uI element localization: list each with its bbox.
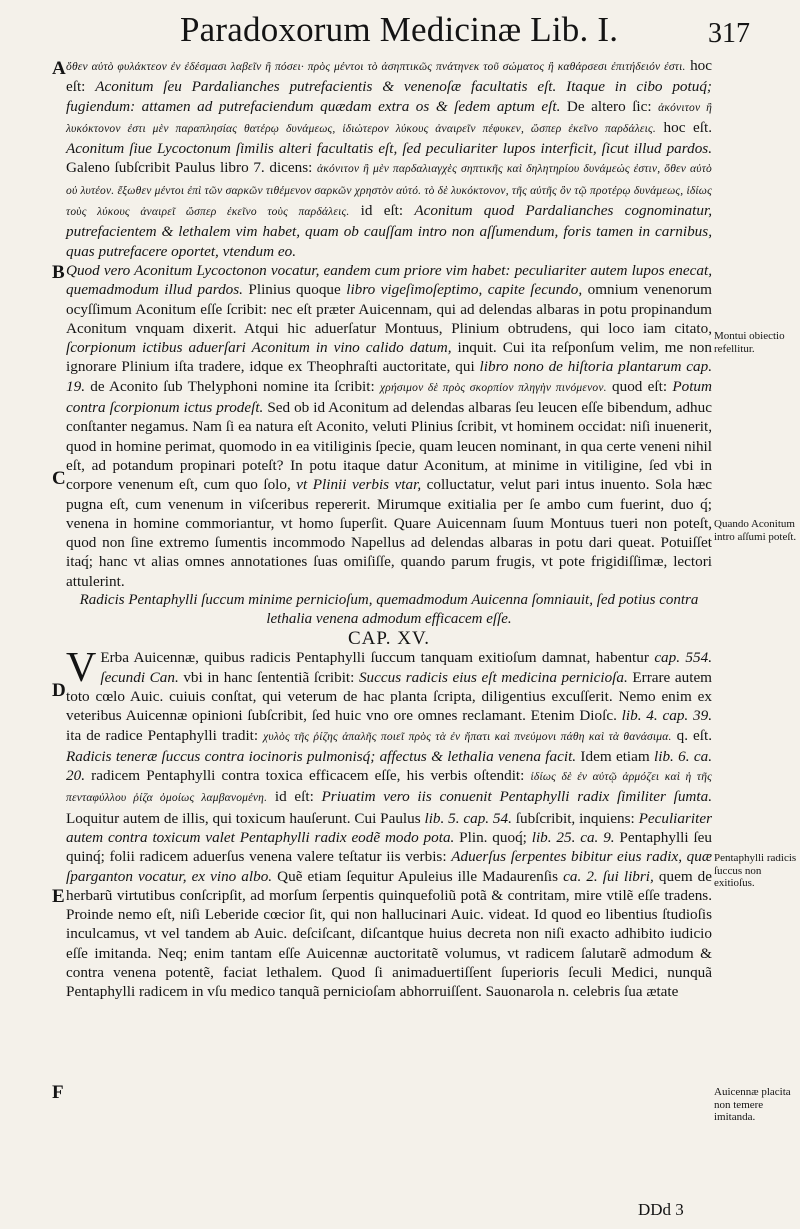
section-letter-f: F xyxy=(52,1082,64,1103)
text-run: hoc eſt: xyxy=(66,57,712,96)
italic-run: Quod vero Aconitum Lycoctonon vocatur, eandem cum priore vim habet: peculiariter autem lupos enecat, quemadmodum illud pardos. xyxy=(66,261,712,299)
italic-run: Aconitum quod Pardalianches cognominatur, putrefacientem & lethalem vim habet, quam ob cauſſam intro non aſſumendum, foris tamen in carnibus, quas putrefacere oportet, vtendum eo. xyxy=(66,202,712,260)
text-run: De altero ſic: xyxy=(560,97,659,115)
italic-run: vt Plinii verbis vtar, xyxy=(296,476,422,494)
text-run: omnium venenorum ocyſſimum Aconitum eſſe ſcribit: nec eſt præter Auicennam, qui ad delendas albaras in potu propinandum Aconitum vnquam dixerit. Atqui hic aduerſatur Montuus, Plinium obtrudens, qui loco iam citato, xyxy=(66,281,712,337)
main-text xyxy=(66,56,712,1002)
section-letter-e: E xyxy=(52,886,65,907)
greek-quote: ὅθεν αὐτὸ φυλάκτεον ἐν ἐδέσμασι λαβεῖν ἢ πόσει· πρὸς μέντοι τὸ ἀσηπτικῶς πνάτηνεκ τοῦ σώματος ἢ καθάρσεσι ἐπιτήδειόν ἐστι. xyxy=(66,61,686,73)
text-run: hoc eſt. xyxy=(655,118,712,136)
text-run: Sed ob id Aconitum ad delendas albaras ſeu leucen eſſe bibendum, adhuc conſtanter negamus. Nam ſi ea natura eſt Aconito, veluti Plinius ſcribit, vt hominem occidat: niſi inuenerit, quod in homine perimat, quomodo in ea vitiliginis ſpecie, quam leucen nominant, in qua certe veneni nihil eſt, ad potandum propinari poteſt? In potu itaque datur Aconitum, at minime in vitiligine, ſed vbi in corpore venenum eſt, cum quo ſolo, xyxy=(66,399,712,494)
text-run: quod eſt: xyxy=(606,377,673,395)
italic-run: Aconitum ſeu Pardalianches putrefacientis & venenoſæ facultatis eſt. Itaque in cibo potuq́; fugiendum: attamen ad putrefaciendum quædam extra os & ſedem aptum eſt. xyxy=(66,78,712,115)
text-run: id eſt: xyxy=(349,202,415,220)
text-run: Plin. quoq́; xyxy=(454,828,532,846)
drop-cap: V xyxy=(66,645,97,692)
italic-run: Peculiariter autem contra toxicum valet Pentaphylli radix eodẽ modo pota. xyxy=(66,809,712,846)
italic-run: Succus radicis eius eſt medicina pernicioſa. xyxy=(358,668,628,686)
greek-quote: χυλὸς τῆς ῥίζης ἁπαλῆς ποιεῖ πρὸς τὰ ἐν ἥπατι καὶ πνεύμονι πάθη καὶ τὰ θανάσιμα. xyxy=(263,730,672,743)
greek-quote: ἀκόνιτον ἢ μὲν παρδαλιαγχὲς σηπτικῆς καὶ δηλητηρίου δυνάμεώς ἐστιν, ὅθεν αὐτὸ οὐ λυτέον. ἔξωθεν μέντοι ἐπὶ τῶν σαρκῶν τιθέμενον σαρκῶν χρηστὸν αὐτό. τὸ δὲ λυκόκτονον, τῆς αὐτῆς ὂν τῷ προτέρῳ δυνάμεως, ἰδίως τοὺς λύκους ἀναιρεῖ ὥσπερ ἐκεῖνο τοὺς παρδάλεις. xyxy=(66,163,712,219)
italic-run: Aconitum ſiue Lycoctonum ſimilis alteri facultatis eſt, ſed peculiariter lupos interficit, ſicut illud pardos. xyxy=(66,140,712,158)
italic-run: ſcorpionum ictibus aduerſari Aconitum in vino calido datum, xyxy=(66,339,452,357)
section-letter-a: A xyxy=(52,58,66,79)
text-run: inquit. Cui ita reſponſum velim, me non ignorare Plinium iſta tradere, idque ex Theophraſti auctoritate, qui xyxy=(66,339,712,376)
text-run: Erba Auicennæ, quibus radicis Pentaphylli ſuccum tanquam exitioſum damnat, habentur xyxy=(100,649,655,667)
paragraph-chapter-xv xyxy=(66,645,713,1001)
chapter-summary: Radicis Pentaphylli ſuccum minime pernicioſum, quemadmodum Auicenna ſomniauit, ſed potius contra lethalia venena admodum efficacem eſſe. xyxy=(79,592,699,628)
italic-run: Radicis teneræ ſuccus contra iocinoris pulmonisq́; affectus & lethalia venena facit. xyxy=(66,747,577,765)
greek-quote: ἰδίως δὲ ἐν αὐτῷ ἁρμόζει καὶ ἡ τῆς πενταφύλλου ῥίζα ὁμοίως λαμβανομένη. xyxy=(66,771,712,805)
greek-quote: ἀκόνιτον ἢ λυκόκτονον ἐστι μὲν παραπλησίας θατέρῳ δυνάμεως, ἰδιώτερον λύκους ἀναιρεῖν πέφυκεν, ὥσπερ ἐκεῖνο παρδάλεις. xyxy=(66,101,712,135)
italic-run: ca. 2. ſui libri, xyxy=(563,867,654,885)
text-run: Pentaphylli ſeu quinq́; folii radicem aduerſus venena valere teſtatur iis verbis: xyxy=(66,828,713,866)
margin-note-pentaphylli: Pentaphylli radicis ſuccus non exitioſus. xyxy=(714,852,797,889)
running-title: Paradoxorum Medicinæ Lib. I. xyxy=(180,10,619,49)
text-run: radicem Pentaphylli contra toxica efficacem eſſe, his verbis oſtendit: xyxy=(84,767,531,785)
paragraph-a xyxy=(66,56,712,261)
page-number: 317 xyxy=(708,18,750,49)
italic-run: cap. 554. ſecundi Can. xyxy=(100,649,712,686)
section-letter-c: C xyxy=(52,468,66,489)
italic-run: lib. 4. cap. 39. xyxy=(621,707,712,725)
margin-note-montui: Montui obiectio refellitur. xyxy=(714,330,785,355)
text-run: ita de radice Pentaphylli tradit: xyxy=(66,726,264,744)
italic-run: lib. 25. ca. 9. xyxy=(531,828,615,846)
text-run: q. eſt. xyxy=(671,726,712,744)
section-letter-d: D xyxy=(52,680,66,701)
text-run: Quẽ etiam ſequitur Apuleius ille Madaurenſis xyxy=(272,867,564,885)
text-run: vbi in hanc ſententiã ſcribit: xyxy=(178,668,359,686)
text-run: colluctatur, velut pari intus inuento. Sola hæc pugna eſt, cum venenum in viſceribus repererit. Mirumque exitialia per ſe ambo cum fuerint, duo q́; venena in homine commoriantur, vt homo ſuperſit. Quare Auicennam ſuum Montuus tueri non poteſt, quod non ſine extremo ſumentis incommodo Napellus ad delendas albaras in potu dari queat. Potuiſſet itaq́; hanc vt alias omnes annotationes ſuas omiſiſſe, quando parum frugis, vt pote frigidiſſimæ, lectori attulerint. xyxy=(66,476,712,590)
text-run: Errare autem toto cœlo Auic. cuiuis conſtat, qui veterum de hac planta ſcripta, diligentius excuſſerit. Nemo enim ex veteribus Auicennæ opinioni ſubſcribit, ſed huic vno ore omnes reclamant. Etenim Dioſc. xyxy=(66,668,712,725)
italic-run: Priuatim vero iis conuenit Pentaphylli radix ſimiliter ſumta. xyxy=(321,788,713,806)
signature-mark: DDd 3 xyxy=(638,1200,684,1219)
greek-quote: χρήσιμον δὲ πρὸς σκορπίον πληγὴν πινόμενον. xyxy=(380,381,607,394)
text-run: id eſt: xyxy=(267,788,322,806)
italic-run: libro vigeſimoſeptimo, capite ſecundo, xyxy=(346,281,583,299)
section-letter-b: B xyxy=(52,262,65,283)
text-run: quem de herbarũ virtutibus conſcripſit, ad morſum ſerpentis quinquefoliũ potã & contritam, mire vtilẽ eſſe tradens. Proinde nemo eſt, niſi Leberide cœcior ſit, qui non hallucinari Auic. videat. Id quod eo libentius ſtudioſis inculcamus, vt vel tandem ab Auic. deſciſcant, diſcantque huius decreta non niſi exacto adhibito iudicio eſſe imitanda. Neq; enim tantam eſſe Auicennæ auctoritatẽ volumus, vt radicem ſalutarẽ admodum & contra venena potentẽ, faciat lethalem. Quod ſi animaduertiſſent ſuperioris ſeculi Medici, nunquã Pentaphylli radicem in vſu medico tanquã pernicioſam abhorruiſſent. Sauonarola n. celebris ſua ætate xyxy=(66,867,713,1001)
italic-run: Potum contra ſcorpionum ictus prodeſt. xyxy=(66,377,712,417)
text-run: Loquitur autem de illis, qui toxicum hauſerunt. Cui Paulus xyxy=(66,809,425,827)
italic-run: lib. 6. ca. 20. xyxy=(66,747,712,785)
text-run: Idem etiam xyxy=(576,747,654,765)
text-run: Plinius quoque xyxy=(242,281,347,299)
italic-run: libro nono de hiſtoria plantarum cap. 19. xyxy=(66,358,713,395)
italic-run: lib. 5. cap. 54. xyxy=(424,809,512,827)
margin-note-aconitum: Quando Aconitum intro aſſumi poteſt. xyxy=(714,518,797,543)
italic-run: Aduerſus ſerpentes bibitur eius radix, quæ ſparganton vocatur, ex vino albo. xyxy=(66,848,712,885)
margin-note-auicennae: Auicennæ placita non temere imitanda. xyxy=(714,1086,791,1123)
text-run: de Aconito ſub Thelyphoni nomine ita ſcribit: xyxy=(84,377,380,395)
running-head xyxy=(150,8,750,52)
chapter-number: CAP. XV. xyxy=(347,628,431,650)
text-run: ſubſcribit, inquiens: xyxy=(511,809,639,827)
text-run: Galeno ſubſcribit Paulus libro 7. dicens: xyxy=(66,159,318,177)
paragraph-b xyxy=(66,261,712,591)
